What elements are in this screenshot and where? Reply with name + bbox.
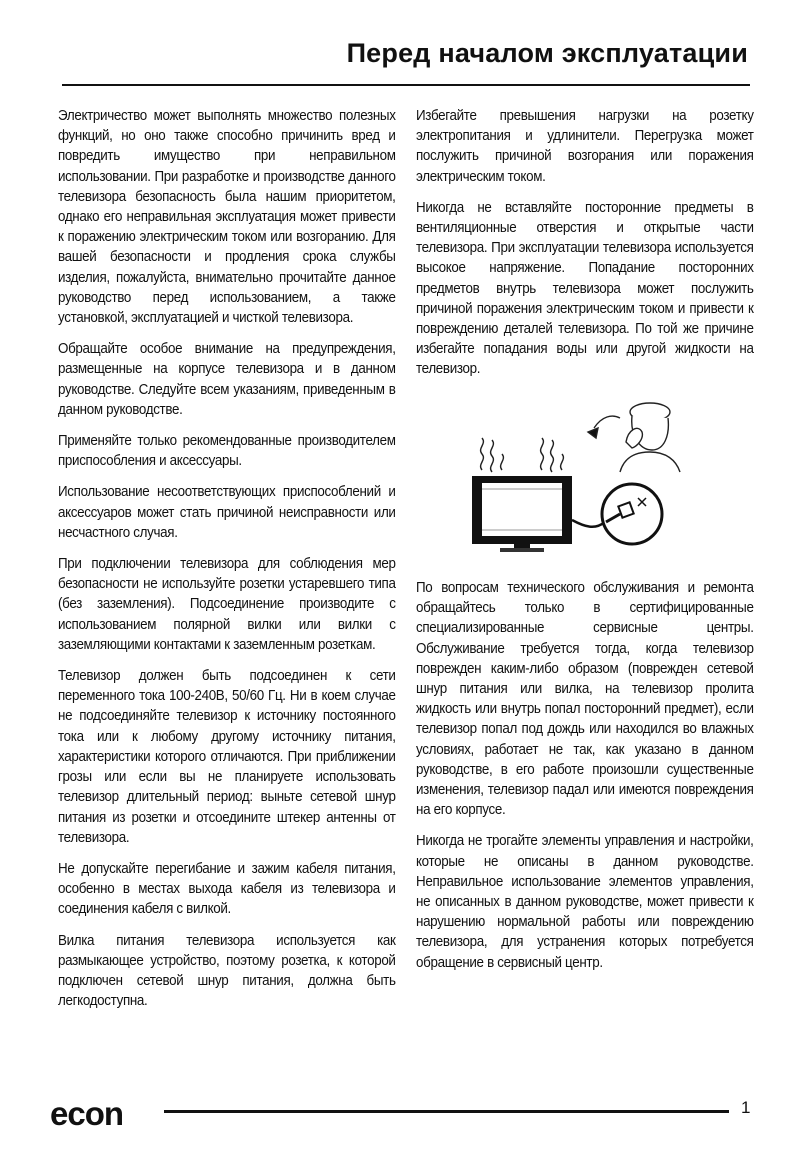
smoke-icon bbox=[481, 438, 564, 472]
paragraph: Электричество может выполнять множество полезных функций, но оно также способно причинить вред и повредить имущество при неправильном использовании. При разработке и производстве данного телевизора безопасность была нашим приоритетом, однако его неправильная эксплуатация может привести к поражению электрическим током или возгоранию. Для вашей безопасности и продления срока службы изделия, пожалуйста, внимательно прочитайте данное руководство перед использованием, а также установкой, эксплуатацией и чисткой телевизора. bbox=[58, 108, 396, 327]
paragraph: Использование несоответствующих приспособлений и аксессуаров может стать причиной неисправности или несчастного случая. bbox=[58, 484, 396, 541]
paragraph: Телевизор должен быть подсоединен к сети переменного тока 100-240В, 50/60 Гц. Ни в коем случае не подсоединяйте телевизор к источнику постоянного тока или к любому другому источнику питания, характеристики которого отличаются. При приближении грозы или если вы не планируете использовать телевизор длительный период: выньте сетевой шнур питания из розетки и отсоедините штекер антенны от телевизора. bbox=[58, 668, 396, 846]
header-divider bbox=[62, 84, 750, 86]
paragraph: При подключении телевизора для соблюдения мер безопасности не используйте розетки устаревшего типа (без заземления). Подсоединение производите с использованием полярной вилки или вилки с заземляющими контактами к заземленным розеткам. bbox=[58, 556, 396, 653]
paragraph: По вопросам технического обслуживания и ремонта обращайтесь только в сертифицированные специализированные сервисные центры. Обслуживание требуется тогда, когда телевизор поврежден каким-либо образом (поврежден сетевой шнур питания или вилка, на телевизор пролита жидкость или внутрь попал посторонний предмет), если телевизор попал под дождь или находился во влажных условиях, работает не так, как указано в данном руководстве, в его работе произошли существенные изменения, телевизор падал или имеются повреждения на его корпусе. bbox=[416, 580, 754, 819]
tv-icon bbox=[472, 476, 572, 552]
page-number: 1 bbox=[741, 1098, 751, 1117]
left-column bbox=[58, 106, 396, 1022]
phone-call-person-icon bbox=[588, 403, 680, 472]
paragraph: Никогда не вставляйте посторонние предметы в вентиляционные отверстия и открытые части телевизора. При эксплуатации телевизора используется высокое напряжение. Попадание посторонних предметов внутрь телевизора может послужить причиной поражения электрическим током и привести к повреждению деталей телевизора. По той же причине избегайте попадания воды или другой жидкости на телевизор. bbox=[416, 199, 754, 378]
footer-divider bbox=[164, 1110, 729, 1113]
right-column-bottom bbox=[416, 578, 754, 984]
brand-logo: econ bbox=[50, 1095, 124, 1132]
paragraph: Применяйте только рекомендованные производителем приспособления и аксессуары. bbox=[58, 433, 396, 470]
paragraph: Вилка питания телевизора используется как размыкающее устройство, поэтому розетка, к которой подключен сетевой шнур питания, должна быть легкодоступна. bbox=[58, 932, 396, 1010]
paragraph: Избегайте превышения нагрузки на розетку электропитания и удлинители. Перегрузка может послужить причиной возгорания или поражения электрическим током. bbox=[416, 108, 754, 185]
tv-safety-illustration bbox=[470, 392, 690, 562]
paragraph: Не допускайте перегибание и зажим кабеля питания, особенно в местах выхода кабеля из телевизора и соединения кабеля с вилкой. bbox=[58, 860, 396, 918]
page-title: Перед началом эксплуатации bbox=[346, 38, 748, 68]
paragraph: Обращайте особое внимание на предупреждения, размещенные на корпусе телевизора и в данном руководстве. Следуйте всем указаниям, приведенным в данном руководстве. bbox=[58, 341, 396, 418]
power-plug-icon bbox=[572, 484, 662, 544]
paragraph: Никогда не трогайте элементы управления и настройки, которые не описаны в данном руководстве. Неправильное использование элементов управления, не описанных в данном руководстве, может привести к нарушению нормальной работы или повреждению телевизора, для устранения которых потребуется обращение в сервисный центр. bbox=[416, 833, 754, 971]
right-column-top bbox=[416, 106, 754, 391]
